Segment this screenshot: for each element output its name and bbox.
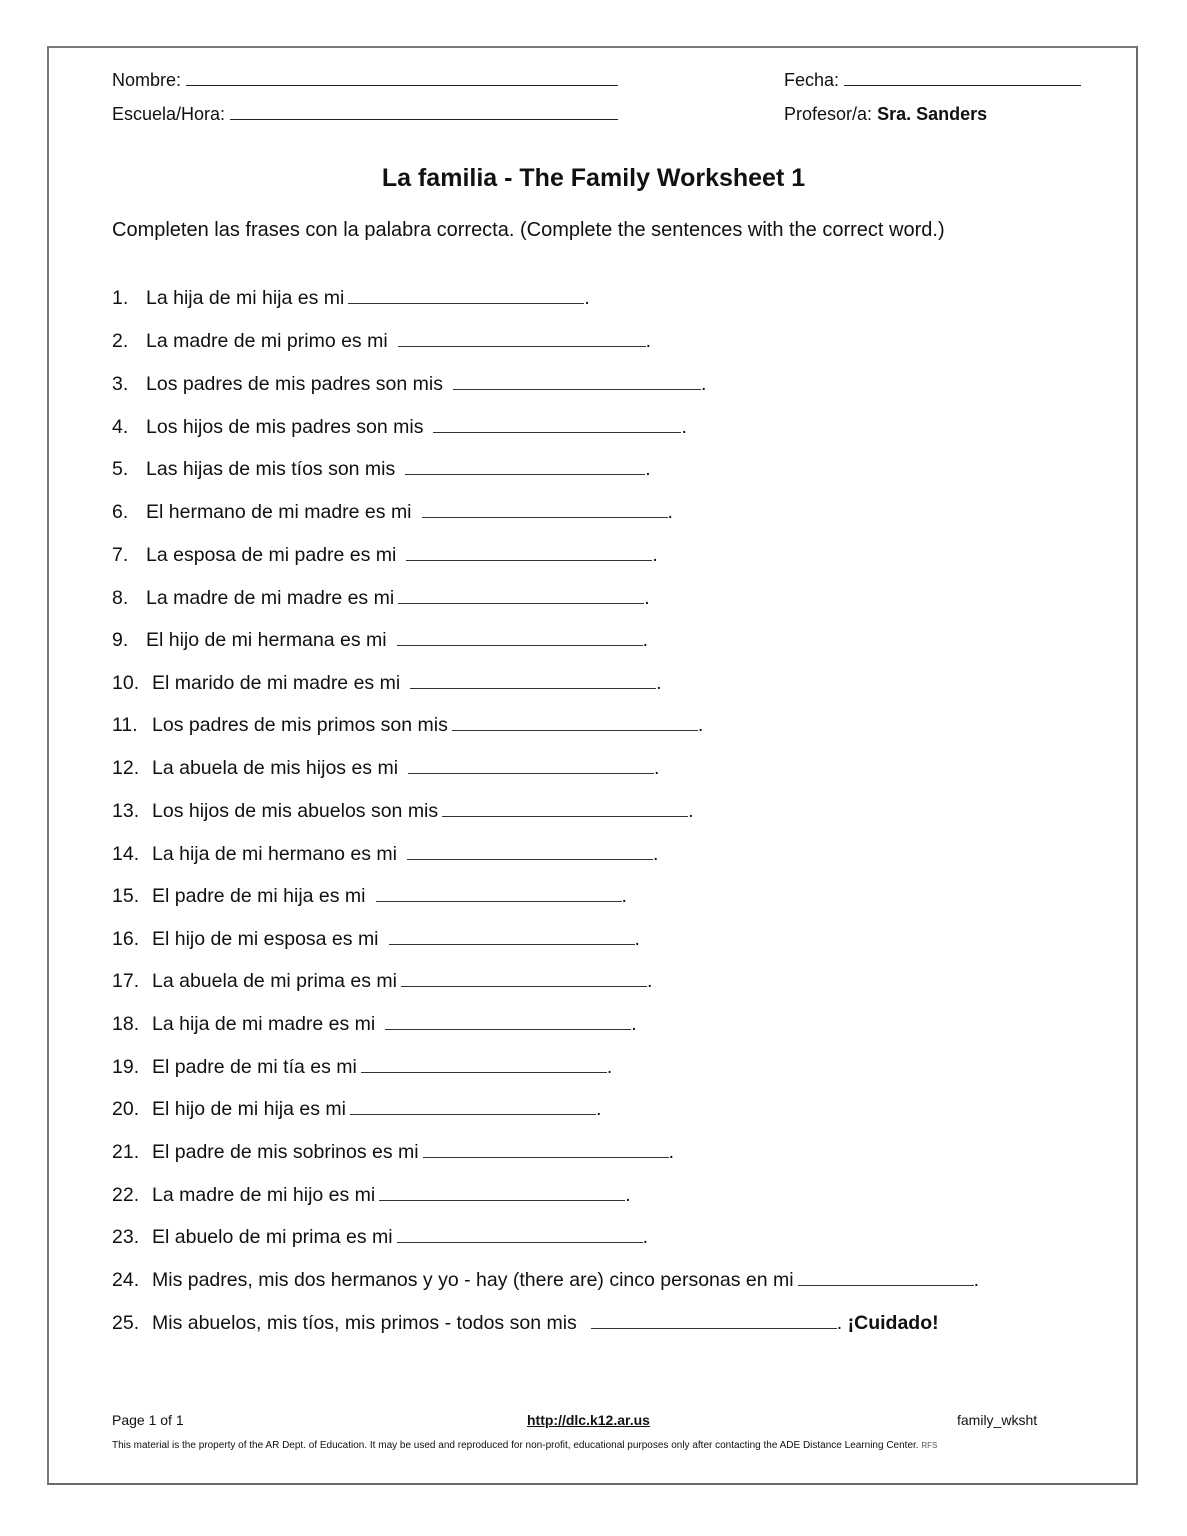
period: . <box>625 1184 631 1206</box>
school-blank[interactable] <box>230 105 618 120</box>
name-label: Nombre: <box>112 70 182 90</box>
question-text: El hijo de mi esposa es mi <box>152 928 379 950</box>
teacher-field <box>784 104 987 125</box>
period: . <box>656 672 662 694</box>
question-number: 6. <box>112 501 129 523</box>
question-text: El abuelo de mi prima es mi <box>152 1226 393 1248</box>
answer-blank[interactable] <box>376 885 622 902</box>
period: . <box>697 714 704 736</box>
question-text: La hija de mi hija es mi <box>146 287 345 309</box>
period: . <box>642 1226 649 1248</box>
period: . <box>836 1312 843 1334</box>
author-initials: RFS <box>921 1441 938 1450</box>
answer-blank[interactable] <box>405 458 645 475</box>
question-item <box>112 1226 648 1249</box>
question-text: La madre de mi hijo es mi <box>152 1184 376 1206</box>
name-field[interactable] <box>112 70 618 91</box>
question-item <box>112 843 658 866</box>
question-text: El padre de mis sobrinos es mi <box>152 1141 419 1163</box>
answer-blank[interactable] <box>452 714 698 731</box>
period: . <box>646 970 653 992</box>
question-item <box>112 501 673 524</box>
answer-blank[interactable] <box>408 757 654 774</box>
answer-blank[interactable] <box>401 970 647 987</box>
date-label: Fecha: <box>784 70 840 90</box>
question-number: 2. <box>112 330 129 352</box>
question-number: 4. <box>112 416 129 438</box>
period: . <box>642 629 649 651</box>
period: . <box>645 458 651 480</box>
doc-id: family_wksht <box>957 1412 1038 1428</box>
instructions: Completen las frases con la palabra correcta. (Complete the sentences with the correct word.) <box>112 219 945 241</box>
question-text: El hijo de mi hija es mi <box>152 1098 346 1120</box>
question-item <box>112 287 590 310</box>
answer-blank[interactable] <box>423 1141 669 1158</box>
question-number: 1. <box>112 287 129 309</box>
footer-url-link[interactable]: http://dlc.k12.ar.us <box>527 1412 650 1428</box>
question-text: La esposa de mi padre es mi <box>146 544 397 566</box>
answer-blank[interactable] <box>798 1269 974 1286</box>
answer-blank[interactable] <box>379 1184 625 1201</box>
answer-blank[interactable] <box>442 800 688 817</box>
answer-blank[interactable] <box>433 416 681 433</box>
period: . <box>584 287 590 309</box>
question-text: Los padres de mis padres son mis <box>146 373 443 395</box>
question-number: 8. <box>112 587 129 609</box>
question-item <box>112 1056 612 1079</box>
question-number: 25. <box>112 1312 140 1334</box>
period: . <box>621 885 627 907</box>
question-item <box>112 757 659 780</box>
answer-blank[interactable] <box>350 1098 596 1115</box>
footer-link-wrap <box>527 1412 650 1428</box>
period: . <box>688 800 694 822</box>
answer-blank[interactable] <box>398 587 644 604</box>
answer-blank[interactable] <box>385 1013 631 1030</box>
question-number: 12. <box>112 757 140 779</box>
question-item <box>112 1269 979 1292</box>
question-text: El hermano de mi madre es mi <box>146 501 412 523</box>
question-text: Los hijos de mis abuelos son mis <box>152 800 439 822</box>
school-field[interactable] <box>112 104 618 125</box>
answer-blank[interactable] <box>389 928 635 945</box>
question-number: 21. <box>112 1141 140 1163</box>
name-blank[interactable] <box>186 71 618 86</box>
answer-blank[interactable] <box>397 1226 643 1243</box>
teacher-label: Profesor/a: <box>784 104 873 124</box>
question-number: 7. <box>112 544 129 566</box>
caution-note: ¡Cuidado! <box>847 1312 939 1334</box>
question-number: 20. <box>112 1098 140 1120</box>
question-item <box>112 587 650 610</box>
question-item <box>112 1184 631 1207</box>
question-item <box>112 1098 601 1121</box>
question-number: 15. <box>112 885 140 907</box>
question-text: La hija de mi madre es mi <box>152 1013 376 1035</box>
question-item <box>112 970 652 993</box>
question-text: La abuela de mis hijos es mi <box>152 757 399 779</box>
period: . <box>631 1013 637 1035</box>
answer-blank[interactable] <box>407 843 653 860</box>
question-number: 22. <box>112 1184 140 1206</box>
question-text: La abuela de mi prima es mi <box>152 970 397 992</box>
period: . <box>700 373 707 395</box>
period: . <box>645 330 652 352</box>
question-item <box>112 714 703 737</box>
question-text: El hijo de mi hermana es mi <box>146 629 387 651</box>
question-number: 13. <box>112 800 140 822</box>
question-text: El marido de mi madre es mi <box>152 672 401 694</box>
copyright-notice <box>112 1440 937 1451</box>
period: . <box>606 1056 613 1078</box>
period: . <box>644 587 650 609</box>
question-item <box>112 629 648 652</box>
teacher-name: Sra. Sanders <box>877 104 988 124</box>
question-item <box>112 800 694 823</box>
question-item <box>112 1013 637 1036</box>
question-item <box>112 544 658 567</box>
period: . <box>973 1269 980 1291</box>
question-number: 16. <box>112 928 140 950</box>
period: . <box>681 416 687 438</box>
question-number: 23. <box>112 1226 140 1248</box>
period: . <box>668 1141 675 1163</box>
period: . <box>652 843 659 865</box>
worksheet-title: La familia - The Family Worksheet 1 <box>381 164 806 192</box>
question-number: 3. <box>112 373 129 395</box>
question-item <box>112 330 651 353</box>
question-item <box>112 458 651 481</box>
question-text: El padre de mi tía es mi <box>152 1056 357 1078</box>
period: . <box>667 501 673 523</box>
question-text: Las hijas de mis tíos son mis <box>146 458 396 480</box>
question-item <box>112 1312 939 1335</box>
answer-blank[interactable] <box>398 330 646 347</box>
question-number: 24. <box>112 1269 140 1291</box>
answer-blank[interactable] <box>397 629 643 646</box>
answer-blank[interactable] <box>361 1056 607 1073</box>
answer-blank[interactable] <box>591 1312 837 1329</box>
question-text: Mis padres, mis dos hermanos y yo - hay (there are) cinco personas en mi <box>152 1269 794 1291</box>
question-text: Los padres de mis primos son mis <box>152 714 448 736</box>
answer-blank[interactable] <box>410 672 656 689</box>
question-item <box>112 1141 674 1164</box>
date-field[interactable] <box>784 70 1081 91</box>
answer-blank[interactable] <box>348 287 584 304</box>
period: . <box>654 757 660 779</box>
school-label: Escuela/Hora: <box>112 104 226 124</box>
question-number: 5. <box>112 458 129 480</box>
question-item <box>112 416 687 439</box>
question-text: Los hijos de mis padres son mis <box>146 416 424 438</box>
question-item <box>112 373 706 396</box>
question-number: 18. <box>112 1013 140 1035</box>
answer-blank[interactable] <box>422 501 668 518</box>
period: . <box>652 544 658 566</box>
answer-blank[interactable] <box>453 373 701 390</box>
notice-text: This material is the property of the AR Dept. of Education. It may be used and reproduced for non-profit, educational purposes only after contacting the ADE Distance Learning Center. <box>112 1440 919 1451</box>
question-text: La madre de mi primo es mi <box>146 330 388 352</box>
question-text: Mis abuelos, mis tíos, mis primos - todos son mis <box>152 1312 577 1334</box>
page-number: Page 1 of 1 <box>112 1412 184 1428</box>
period: . <box>634 928 640 950</box>
question-number: 19. <box>112 1056 140 1078</box>
question-item <box>112 885 627 908</box>
question-number: 11. <box>112 714 138 736</box>
question-text: La madre de mi madre es mi <box>146 587 395 609</box>
question-text: El padre de mi hija es mi <box>152 885 366 907</box>
period: . <box>596 1098 602 1120</box>
answer-blank[interactable] <box>406 544 652 561</box>
question-number: 9. <box>112 629 129 651</box>
question-item <box>112 928 640 951</box>
date-blank[interactable] <box>844 71 1081 86</box>
question-number: 14. <box>112 843 140 865</box>
question-text: La hija de mi hermano es mi <box>152 843 397 865</box>
question-item <box>112 672 662 695</box>
question-number: 10. <box>112 672 140 694</box>
question-number: 17. <box>112 970 140 992</box>
